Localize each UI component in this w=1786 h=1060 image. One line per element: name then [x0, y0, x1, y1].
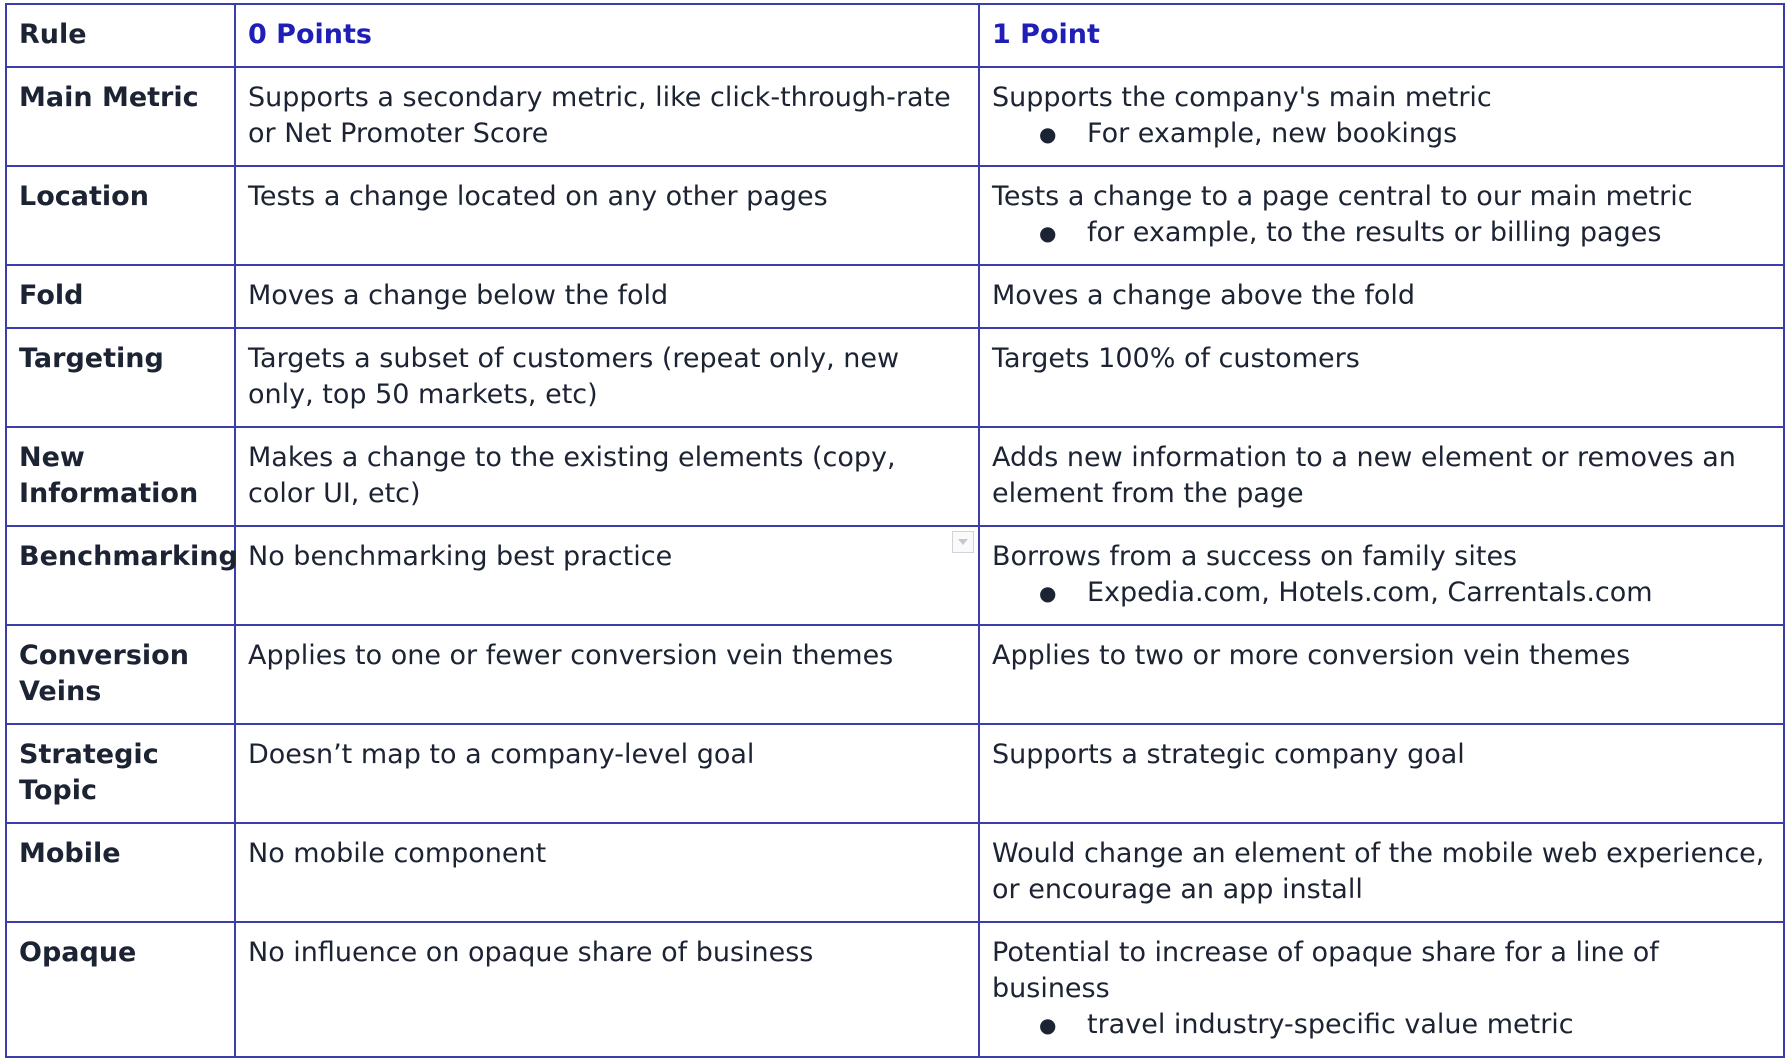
scoring-table-container — [5, 3, 1783, 1058]
bullet-list — [992, 575, 1771, 611]
table-row — [6, 265, 1784, 328]
one-point-cell: Supports a strategic company goal — [979, 724, 1784, 823]
bullet-list — [992, 215, 1771, 251]
zero-points-cell: No mobile component — [235, 823, 979, 922]
scoring-rules-table — [5, 3, 1785, 1058]
zero-points-cell: Makes a change to the existing elements (copy, color UI, etc) — [235, 427, 979, 526]
list-item — [1039, 575, 1771, 611]
rule-cell: Targeting — [6, 328, 235, 427]
header-one-point: 1 Point — [979, 4, 1784, 67]
one-point-cell — [979, 526, 1784, 625]
zero-points-cell: Doesn’t map to a company-level goal — [235, 724, 979, 823]
bullet-text: For example, new bookings — [1087, 118, 1458, 149]
one-point-text: Potential to increase of opaque share for a line of business — [992, 937, 1659, 1004]
zero-points-cell: Targets a subset of customers (repeat only, new only, top 50 markets, etc) — [235, 328, 979, 427]
rule-cell: Opaque — [6, 922, 235, 1057]
rule-cell: Fold — [6, 265, 235, 328]
zero-points-cell: Applies to one or fewer conversion vein themes — [235, 625, 979, 724]
rule-cell: Conversion Veins — [6, 625, 235, 724]
rule-cell: Main Metric — [6, 67, 235, 166]
one-point-cell — [979, 166, 1784, 265]
zero-points-text: No benchmarking best practice — [248, 541, 673, 572]
bullet-text: for example, to the results or billing pages — [1087, 217, 1662, 248]
table-row — [6, 823, 1784, 922]
table-header-row — [6, 4, 1784, 67]
rule-cell: New Information — [6, 427, 235, 526]
table-row — [6, 922, 1784, 1057]
table-row — [6, 328, 1784, 427]
list-item — [1039, 1007, 1771, 1043]
table-row — [6, 526, 1784, 625]
rule-cell: Mobile — [6, 823, 235, 922]
header-rule: Rule — [6, 4, 235, 67]
zero-points-cell: No influence on opaque share of business — [235, 922, 979, 1057]
chevron-down-icon[interactable] — [952, 531, 974, 553]
list-item — [1039, 116, 1771, 152]
zero-points-cell: Supports a secondary metric, like click-through-rate or Net Promoter Score — [235, 67, 979, 166]
zero-points-cell — [235, 526, 979, 625]
bullet-icon: ● — [1039, 1013, 1057, 1037]
bullet-list — [992, 1007, 1771, 1043]
one-point-cell: Applies to two or more conversion vein themes — [979, 625, 1784, 724]
bullet-icon: ● — [1039, 221, 1057, 245]
one-point-cell — [979, 922, 1784, 1057]
one-point-text: Supports the company's main metric — [992, 82, 1492, 113]
bullet-icon: ● — [1039, 581, 1057, 605]
one-point-cell — [979, 67, 1784, 166]
table-row — [6, 67, 1784, 166]
one-point-cell: Targets 100% of customers — [979, 328, 1784, 427]
bullet-icon: ● — [1039, 122, 1057, 146]
rule-cell: Benchmarking — [6, 526, 235, 625]
bullet-text: Expedia.com, Hotels.com, Carrentals.com — [1087, 577, 1653, 608]
table-row — [6, 625, 1784, 724]
zero-points-cell: Tests a change located on any other pages — [235, 166, 979, 265]
header-zero-points: 0 Points — [235, 4, 979, 67]
one-point-text: Borrows from a success on family sites — [992, 541, 1518, 572]
bullet-text: travel industry-specific value metric — [1087, 1009, 1574, 1040]
table-row — [6, 724, 1784, 823]
rule-cell: Strategic Topic — [6, 724, 235, 823]
rule-cell: Location — [6, 166, 235, 265]
table-row — [6, 427, 1784, 526]
table-row — [6, 166, 1784, 265]
bullet-list — [992, 116, 1771, 152]
list-item — [1039, 215, 1771, 251]
one-point-cell: Adds new information to a new element or removes an element from the page — [979, 427, 1784, 526]
one-point-text: Tests a change to a page central to our main metric — [992, 181, 1693, 212]
one-point-cell: Moves a change above the fold — [979, 265, 1784, 328]
zero-points-cell: Moves a change below the fold — [235, 265, 979, 328]
one-point-cell: Would change an element of the mobile web experience, or encourage an app install — [979, 823, 1784, 922]
